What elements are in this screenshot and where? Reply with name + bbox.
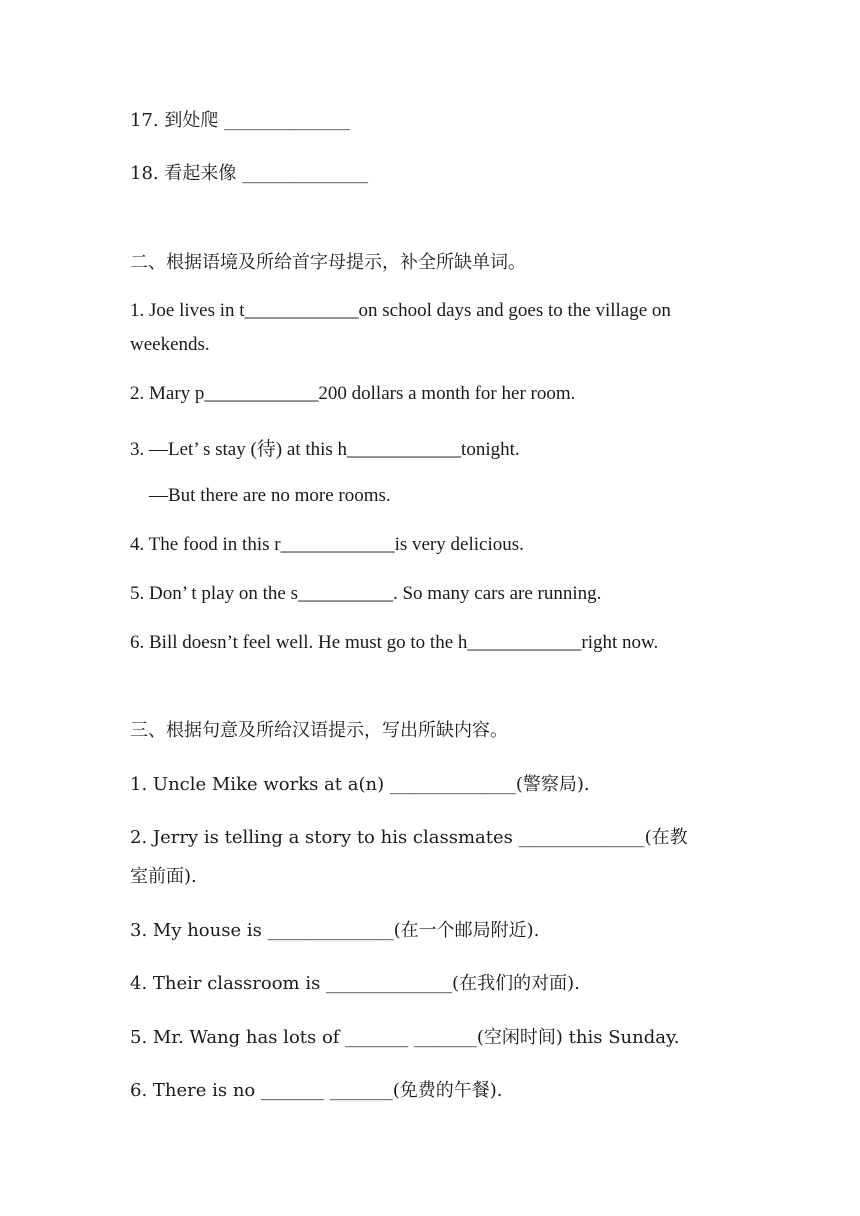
section-2-heading: 二、根据语境及所给首字母提示，补全所缺单词。	[130, 252, 526, 273]
section-2-question-2: 2. Mary p____________200 dollars a month for her room.	[130, 383, 576, 404]
section-3-question-5: 5. Mr. Wang has lots of _______ _______(空闲时间) this Sunday.	[130, 1027, 680, 1048]
section-2-question-5: 5. Don’ t play on the s__________. So many cars are running.	[130, 583, 602, 604]
item-17: 17. 到处爬 ______________	[130, 110, 351, 131]
section-2-question-1: 1. Joe lives in t____________on school days and goes to the village on	[130, 300, 671, 321]
item-18: 18. 看起来像 ______________	[130, 163, 369, 184]
section-2-question-3-reply: —But there are no more rooms.	[130, 485, 391, 506]
section-3-question-3: 3. My house is ______________(在一个邮局附近).	[130, 920, 540, 941]
section-2-question-6: 6. Bill doesn’t feel well. He must go to the h____________right now.	[130, 632, 659, 653]
section-3-question-4: 4. Their classroom is ______________(在我们的对面).	[130, 973, 580, 994]
section-3-question-1: 1. Uncle Mike works at a(n) ______________(警察局).	[130, 774, 590, 795]
section-2-question-4: 4. The food in this r____________is very delicious.	[130, 534, 524, 555]
section-3-question-2: 2. Jerry is telling a story to his classmates ______________(在教	[130, 827, 688, 848]
section-3-heading: 三、根据句意及所给汉语提示，写出所缺内容。	[130, 720, 508, 741]
section-3-question-2-cont: 室前面).	[130, 866, 197, 887]
section-3-question-6: 6. There is no _______ _______(免费的午餐).	[130, 1080, 503, 1101]
section-2-question-1-cont: weekends.	[130, 334, 210, 355]
section-2-question-3: 3. —Let’ s stay (待) at this h____________tonight.	[130, 439, 520, 460]
